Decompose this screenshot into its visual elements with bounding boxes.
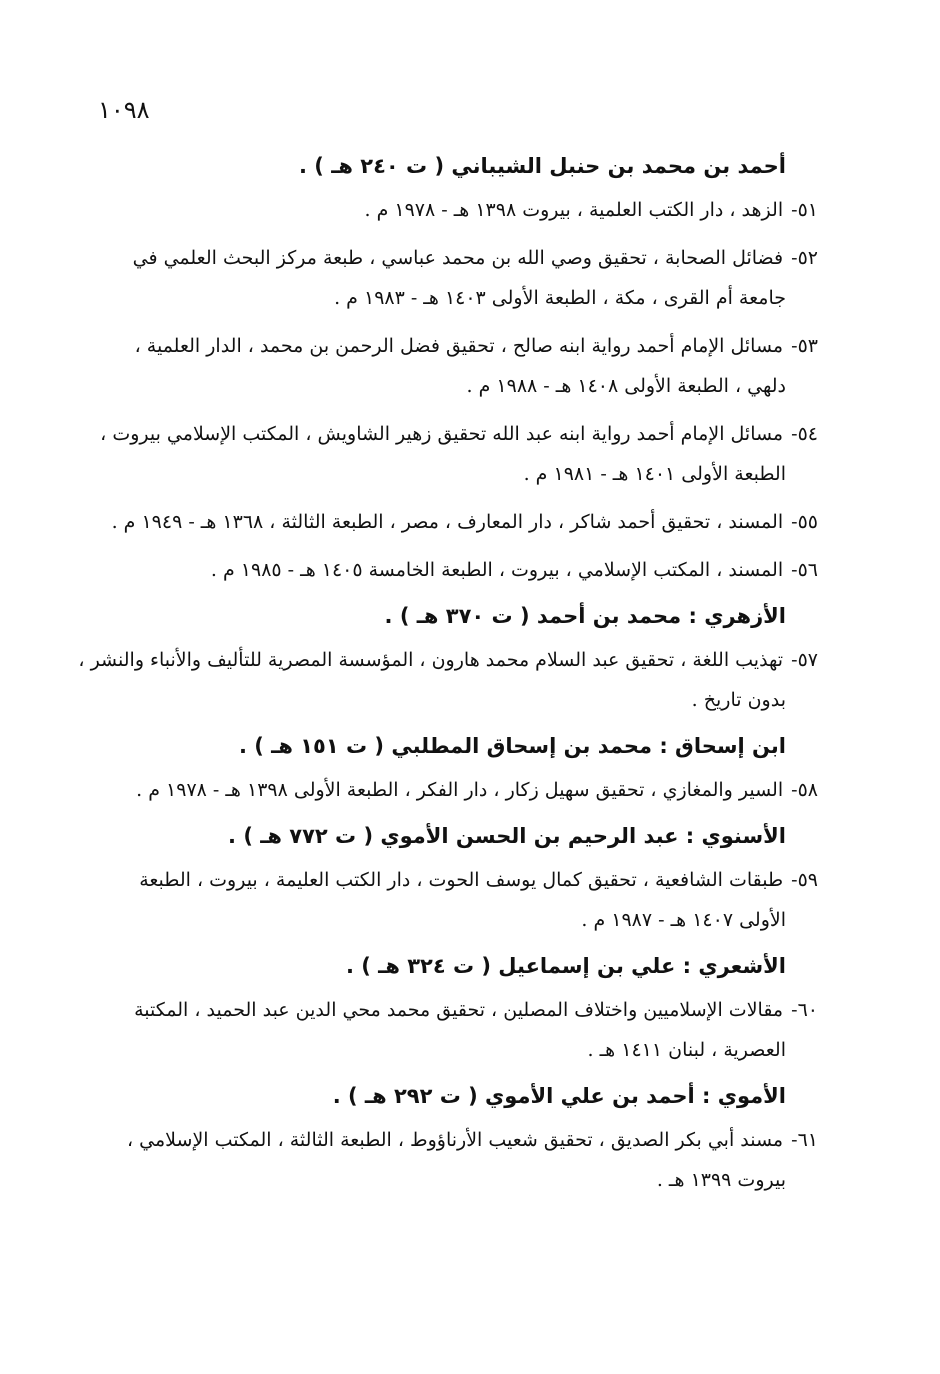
author-heading: ابن إسحاق : محمد بن إسحاق المطلبي ( ت ١٥١ هـ ) . [238,734,786,758]
entry-line-continuation: الطبعة الأولى ١٤٠١ هـ - ١٩٨١ م . [523,463,786,485]
entry-number: ٥٢- [791,247,818,269]
bibliography-entry [76,502,818,542]
entry-text: الزهد ، دار الكتب العلمية ، بيروت ١٣٩٨ هـ - ١٩٧٨ م . [364,199,784,221]
entry-line-continuation: بيروت ١٣٩٩ هـ . [656,1169,786,1191]
bibliography-entry [76,414,818,494]
bibliography [76,148,818,1208]
entry-line [76,190,818,230]
bibliography-entry [76,550,818,590]
entry-number: ٦١- [791,1129,818,1151]
entry-line [76,640,818,680]
entry-number: ٥٨- [791,779,818,801]
page-number: ١٠٩٨ [98,96,150,124]
entry-text: تهذيب اللغة ، تحقيق عبد السلام محمد هارون ، المؤسسة المصرية للتأليف والأنباء والنشر ، [78,649,784,671]
entry-line [76,1120,818,1160]
entry-text: المسند ، المكتب الإسلامي ، بيروت ، الطبعة الخامسة ١٤٠٥ هـ - ١٩٨٥ م . [210,559,784,581]
entry-text: مسائل الإمام أحمد رواية ابنه صالح ، تحقيق فضل الرحمن بن محمد ، الدار العلمية ، [134,335,784,357]
entry-line-continuation: الأولى ١٤٠٧ هـ - ١٩٨٧ م . [581,909,786,931]
entry-text: المسند ، تحقيق أحمد شاكر ، دار المعارف ، مصر ، الطبعة الثالثة ، ١٣٦٨ هـ - ١٩٤٩ م . [111,511,784,533]
entry-line [76,414,818,454]
entry-line [76,860,818,900]
entry-line-continuation: بدون تاريخ . [691,689,786,711]
author-section [76,598,818,720]
entry-line [76,990,818,1030]
author-heading: الأسنوي : عبد الرحيم بن الحسن الأموي ( ت ٧٧٢ هـ ) . [228,824,786,848]
bibliography-entry [76,990,818,1070]
entry-number: ٥٥- [791,511,818,533]
bibliography-entry [76,326,818,406]
bibliography-entry [76,860,818,940]
entry-line [76,550,818,590]
author-section [76,1078,818,1200]
entry-number: ٥٦- [791,559,818,581]
author-section [76,818,818,940]
bibliography-entry [76,1120,818,1200]
bibliography-entry [76,238,818,318]
entry-number: ٥٣- [791,335,818,357]
entry-text: مقالات الإسلاميين واختلاف المصلين ، تحقيق محمد محي الدين عبد الحميد ، المكتبة [134,999,784,1021]
entry-number: ٦٠- [791,999,818,1021]
bibliography-entry [76,770,818,810]
entry-text: السير والمغازي ، تحقيق سهيل زكار ، دار الفكر ، الطبعة الأولى ١٣٩٨ هـ - ١٩٧٨ م . [136,779,784,801]
author-heading: أحمد بن محمد بن حنبل الشيباني ( ت ٢٤٠ هـ ) . [299,154,786,178]
author-heading: الأزهري : محمد بن أحمد ( ت ٣٧٠ هـ ) . [384,604,786,628]
entry-line-continuation: دلهي ، الطبعة الأولى ١٤٠٨ هـ - ١٩٨٨ م . [466,375,786,397]
entry-line-continuation: العصرية ، لبنان ١٤١١ هـ . [587,1039,786,1061]
entry-text: طبقات الشافعية ، تحقيق كمال يوسف الحوت ، دار الكتب العليمة ، بيروت ، الطبعة [139,869,784,891]
entry-number: ٥٧- [791,649,818,671]
entry-line [76,502,818,542]
entry-line [76,770,818,810]
entry-text: مسند أبي بكر الصديق ، تحقيق شعيب الأرناؤوط ، الطبعة الثالثة ، المكتب الإسلامي ، [127,1129,784,1151]
entry-number: ٥٩- [791,869,818,891]
author-heading: الأموي : أحمد بن علي الأموي ( ت ٢٩٢ هـ ) . [332,1084,786,1108]
entry-text: مسائل الإمام أحمد رواية ابنه عبد الله تحقيق زهير الشاويش ، المكتب الإسلامي بيروت ، [100,423,784,445]
entry-line [76,326,818,366]
author-section [76,948,818,1070]
bibliography-entry [76,190,818,230]
author-section [76,148,818,590]
author-section [76,728,818,810]
entry-line-continuation: جامعة أم القرى ، مكة ، الطبعة الأولى ١٤٠٣ هـ - ١٩٨٣ م . [334,287,786,309]
entry-text: فضائل الصحابة ، تحقيق وصي الله بن محمد عباسي ، طبعة مركز البحث العلمي في [132,247,784,269]
entry-line [76,238,818,278]
entry-number: ٥١- [791,199,818,221]
bibliography-entry [76,640,818,720]
entry-number: ٥٤- [791,423,818,445]
author-heading: الأشعري : علي بن إسماعيل ( ت ٣٢٤ هـ ) . [345,954,786,978]
